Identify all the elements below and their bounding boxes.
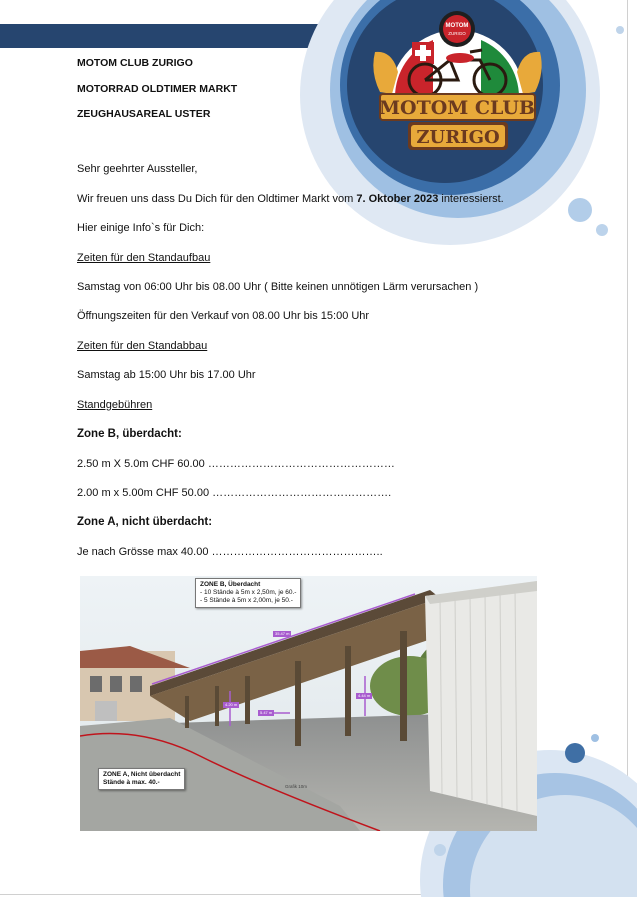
intro-before: Wir freuen uns dass Du Dich für den Oldtimer Markt vom	[77, 193, 357, 205]
measure-label-2: 5.47 m	[260, 710, 273, 715]
zone-b-callout-line2: - 5 Stände à 5m x 2,00m, je 50.-	[200, 597, 293, 604]
event-location: ZEUGHAUSAREAL USTER	[77, 108, 211, 120]
greeting: Sehr geehrter Aussteller,	[77, 163, 198, 175]
badge-text: MOTOM	[445, 23, 469, 29]
zone-b-callout	[195, 578, 301, 608]
zone-b-price-large: 2.50 m X 5.0m CHF 60.00 ……………………………………………	[77, 458, 395, 470]
badge-sub: ZURIGO	[448, 31, 466, 36]
zone-a-price: Je nach Grösse max 40.00 ………………………………………..	[77, 546, 383, 558]
measure-length-label: 35.47 m	[275, 631, 290, 636]
teardown-time: Samstag ab 15:00 Uhr bis 17.00 Uhr	[77, 369, 256, 381]
setup-heading: Zeiten für den Standaufbau	[77, 252, 211, 264]
zone-b-callout-title: ZONE B, Überdacht	[200, 581, 261, 588]
club-name: MOTOM CLUB ZURIGO	[77, 57, 193, 69]
opening-time: Öffnungszeiten für den Verkauf von 08.00 Uhr bis 15:00 Uhr	[77, 310, 370, 322]
teardown-heading: Zeiten für den Standabbau	[77, 340, 208, 352]
zone-b-callout-line1: - 10 Stände à 5m x 2,50m, je 60.-	[200, 589, 297, 596]
logo-area	[280, 0, 637, 250]
fees-heading: Standgebühren	[77, 399, 153, 411]
venue-photo-illustration	[80, 576, 537, 831]
measure-label-3: 4.44 m	[358, 693, 371, 698]
logo-line1: MOTOM CLUB	[379, 97, 535, 119]
logo-line2: ZURIGO	[416, 127, 500, 148]
zone-a-callout-line1: Stände à max. 40.-	[103, 779, 160, 786]
scale-label: Grafik 10m	[285, 784, 308, 789]
zone-a-callout-title: ZONE A, Nicht überdacht	[103, 771, 181, 778]
zone-b-heading: Zone B, überdacht:	[77, 428, 182, 440]
intro-after: interessierst.	[438, 193, 504, 205]
motom-club-logo	[370, 2, 545, 157]
zone-a-callout	[98, 768, 185, 790]
measure-label-1: 4.20 m	[225, 702, 238, 707]
event-date: 7. Oktober 2023	[356, 193, 439, 205]
zone-a-heading: Zone A, nicht überdacht:	[77, 516, 213, 528]
zone-b-price-small: 2.00 m x 5.00m CHF 50.00 ………………………………………….	[77, 487, 392, 499]
event-name: MOTORRAD OLDTIMER MARKT	[77, 83, 238, 95]
setup-time: Samstag von 06:00 Uhr bis 08.00 Uhr ( Bitte keinen unnötigen Lärm verursachen )	[77, 281, 479, 293]
venue-photo	[80, 576, 537, 831]
info-line: Hier einige Info`s für Dich:	[77, 222, 205, 234]
intro-text	[77, 193, 504, 206]
